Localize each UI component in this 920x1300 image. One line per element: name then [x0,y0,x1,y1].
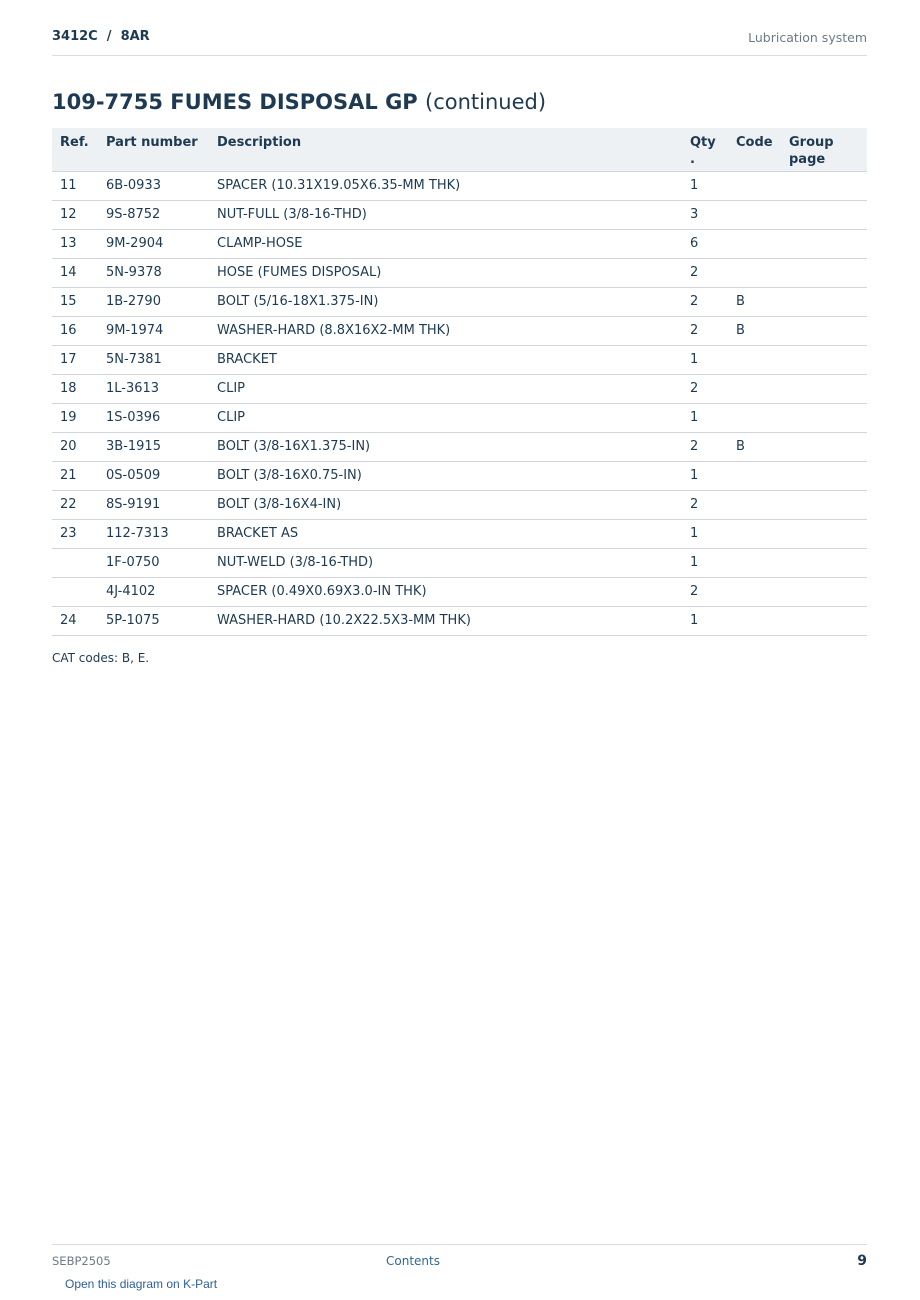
group-page-cell [781,461,867,490]
qty-cell: 2 [682,432,728,461]
table-row [52,403,867,432]
col-header-code: Code [728,128,781,171]
code-cell [728,345,781,374]
description-cell: BOLT (3/8-16X4-IN) [209,490,682,519]
table-row [52,519,867,548]
description-cell: WASHER-HARD (10.2X22.5X3-MM THK) [209,606,682,635]
description-cell: BOLT (3/8-16X0.75-IN) [209,461,682,490]
part-number-cell: 1L-3613 [98,374,209,403]
description-cell: BOLT (5/16-18X1.375-IN) [209,287,682,316]
group-page-cell [781,548,867,577]
page-footer [52,1244,867,1275]
ref-cell: 22 [52,490,98,519]
code-cell [728,577,781,606]
qty-cell: 1 [682,461,728,490]
table-row [52,577,867,606]
qty-cell: 2 [682,258,728,287]
ref-cell: 13 [52,229,98,258]
ref-cell: 20 [52,432,98,461]
group-page-cell [781,519,867,548]
col-header-group-page: Group page [781,128,867,171]
description-cell: SPACER (0.49X0.69X3.0-IN THK) [209,577,682,606]
part-number-cell: 112-7313 [98,519,209,548]
part-number-cell: 8S-9191 [98,490,209,519]
code-cell [728,461,781,490]
ref-cell [52,548,98,577]
table-row [52,432,867,461]
ref-cell: 23 [52,519,98,548]
parts-table [52,128,867,636]
description-cell: HOSE (FUMES DISPOSAL) [209,258,682,287]
col-header-ref: Ref. [52,128,98,171]
group-page-cell [781,490,867,519]
ref-cell: 18 [52,374,98,403]
group-page-cell [781,432,867,461]
part-number-cell: 5P-1075 [98,606,209,635]
table-row [52,171,867,200]
group-page-cell [781,606,867,635]
part-number-cell: 0S-0509 [98,461,209,490]
group-page-cell [781,287,867,316]
group-page-cell [781,374,867,403]
part-number-cell: 1F-0750 [98,548,209,577]
code-cell [728,490,781,519]
code-cell: B [728,316,781,345]
part-number-cell: 6B-0933 [98,171,209,200]
table-row [52,287,867,316]
qty-cell: 2 [682,374,728,403]
group-page-cell [781,229,867,258]
ref-cell: 19 [52,403,98,432]
document-id: SEBP2505 [52,1254,111,1268]
header-row [52,128,867,171]
group-page-cell [781,200,867,229]
ref-cell: 24 [52,606,98,635]
description-cell: BOLT (3/8-16X1.375-IN) [209,432,682,461]
code-cell [728,171,781,200]
group-page-cell [781,171,867,200]
part-number-cell: 1B-2790 [98,287,209,316]
ref-cell: 14 [52,258,98,287]
group-page-cell [781,258,867,287]
qty-cell: 1 [682,403,728,432]
group-page-cell [781,403,867,432]
page-title [52,90,546,114]
group-page-cell [781,577,867,606]
model-label: 3412C / 8AR [52,29,150,44]
qty-cell: 1 [682,548,728,577]
description-cell: SPACER (10.31X19.05X6.35-MM THK) [209,171,682,200]
table-row [52,345,867,374]
group-title: 109-7755 FUMES DISPOSAL GP [52,90,418,114]
qty-cell: 2 [682,577,728,606]
description-cell: NUT-FULL (3/8-16-THD) [209,200,682,229]
cat-codes-note: CAT codes: B, E. [52,651,150,665]
qty-cell: 1 [682,345,728,374]
ref-cell: 15 [52,287,98,316]
ref-cell: 17 [52,345,98,374]
qty-cell: 2 [682,316,728,345]
table-row [52,606,867,635]
parts-table-body [52,171,867,635]
description-cell: CLIP [209,374,682,403]
page-header [52,29,867,56]
table-row [52,374,867,403]
qty-cell: 1 [682,171,728,200]
description-cell: BRACKET [209,345,682,374]
col-header-part-number: Part number [98,128,209,171]
part-number-cell: 4J-4102 [98,577,209,606]
group-page-cell [781,316,867,345]
code-cell [728,374,781,403]
code-cell: B [728,432,781,461]
code-cell [728,403,781,432]
table-row [52,316,867,345]
qty-cell: 6 [682,229,728,258]
part-number-cell: 1S-0396 [98,403,209,432]
col-header-qty: Qty . [682,128,728,171]
qty-cell: 2 [682,490,728,519]
col-header-description: Description [209,128,682,171]
part-number-cell: 5N-7381 [98,345,209,374]
description-cell: WASHER-HARD (8.8X16X2-MM THK) [209,316,682,345]
description-cell: CLAMP-HOSE [209,229,682,258]
page-number: 9 [857,1253,867,1269]
part-number-cell: 3B-1915 [98,432,209,461]
table-row [52,548,867,577]
title-suffix: (continued) [425,90,547,114]
table-row [52,461,867,490]
code-cell [728,258,781,287]
parts-table-header [52,128,867,171]
section-label: Lubrication system [748,30,867,45]
qty-cell: 1 [682,519,728,548]
code-cell [728,200,781,229]
part-number-cell: 9M-2904 [98,229,209,258]
code-cell [728,548,781,577]
contents-link[interactable]: Contents [386,1254,440,1268]
ref-cell: 16 [52,316,98,345]
part-number-cell: 9S-8752 [98,200,209,229]
code-cell [728,606,781,635]
table-row [52,229,867,258]
group-page-cell [781,345,867,374]
description-cell: NUT-WELD (3/8-16-THD) [209,548,682,577]
part-number-cell: 9M-1974 [98,316,209,345]
ref-cell: 11 [52,171,98,200]
table-row [52,258,867,287]
ref-cell: 12 [52,200,98,229]
part-number-cell: 5N-9378 [98,258,209,287]
code-cell [728,229,781,258]
kpart-link[interactable]: Open this diagram on K-Part [65,1277,218,1291]
code-cell [728,519,781,548]
ref-cell [52,577,98,606]
qty-cell: 1 [682,606,728,635]
code-cell: B [728,287,781,316]
ref-cell: 21 [52,461,98,490]
description-cell: BRACKET AS [209,519,682,548]
table-row [52,200,867,229]
description-cell: CLIP [209,403,682,432]
qty-cell: 2 [682,287,728,316]
qty-cell: 3 [682,200,728,229]
table-row [52,490,867,519]
